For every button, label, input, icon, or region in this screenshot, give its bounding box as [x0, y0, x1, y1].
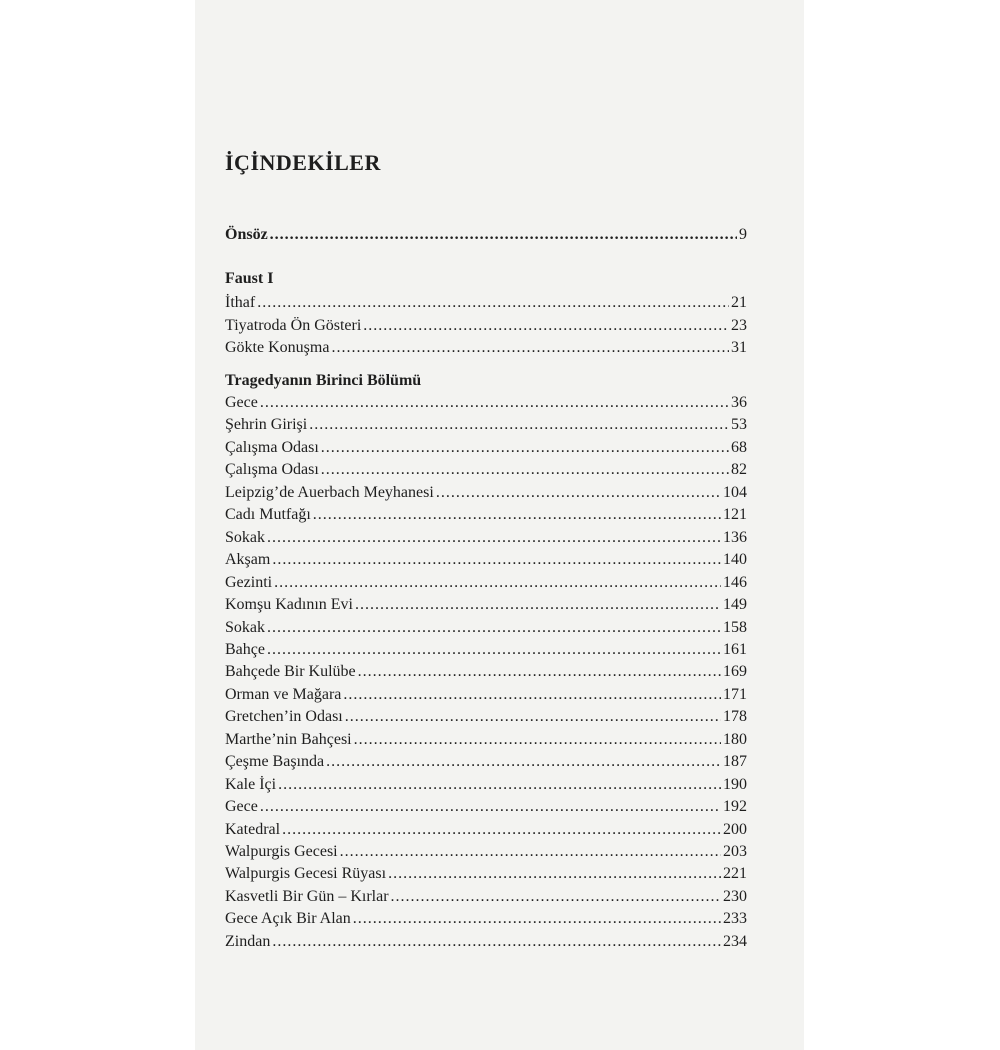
toc-entry-label: Leipzig’de Auerbach Meyhanesi — [225, 483, 434, 501]
toc-entry-label: Walpurgis Gecesi — [225, 843, 338, 860]
toc-entry-page: 180 — [723, 730, 747, 748]
toc-entry-label: Çalışma Odası — [225, 438, 319, 456]
toc-entry — [225, 774, 747, 796]
toc-entry-label: Önsöz — [225, 226, 268, 243]
toc-entry — [225, 706, 747, 728]
toc-entry-label: Şehrin Girişi — [225, 416, 308, 434]
toc-entry-page: 149 — [723, 596, 747, 614]
toc-entry-page: 192 — [723, 798, 747, 816]
leader-dots — [321, 459, 729, 481]
toc-entry-label: Gece Açık Bir Alan — [225, 910, 351, 928]
toc-entry — [225, 482, 747, 504]
leader-dots — [331, 337, 729, 359]
toc-entry — [225, 414, 747, 436]
toc-entry-page: 221 — [723, 865, 747, 883]
leader-dots — [267, 639, 721, 661]
toc-entry — [225, 751, 747, 773]
toc-entry-page: 136 — [723, 528, 747, 546]
toc-entry-page: 178 — [723, 708, 747, 726]
toc-entry — [225, 908, 747, 930]
toc-entry-page: 158 — [723, 618, 747, 636]
toc-entry — [225, 841, 747, 863]
toc-entry-page: 121 — [723, 506, 747, 524]
toc-entry-page: 146 — [723, 573, 747, 591]
toc-entry-label: Kale İçi — [225, 775, 277, 793]
toc-entry-label: Gezinti — [225, 573, 273, 591]
toc-entry-label: Sokak — [225, 618, 265, 636]
toc-entry-label: Walpurgis Gecesi Rüyası — [225, 865, 387, 883]
leader-dots — [267, 527, 721, 549]
toc-entry-page: 203 — [723, 843, 747, 860]
toc-entry-page: 82 — [731, 461, 747, 479]
toc-entry — [225, 572, 747, 594]
toc-entry-label: Bahçede Bir Kulübe — [225, 663, 356, 681]
toc-entry-label: Çalışma Odası — [225, 461, 319, 479]
toc-entry — [225, 661, 747, 683]
toc-entry-label: Gece — [225, 394, 258, 411]
toc-entry-page: 31 — [731, 339, 747, 356]
toc-entry-page: 234 — [723, 932, 747, 950]
leader-dots — [321, 437, 729, 459]
toc-entry-label: Zindan — [225, 932, 271, 950]
toc-entry — [225, 639, 747, 661]
toc-entry-page: 9 — [739, 226, 747, 243]
leader-dots — [355, 594, 721, 616]
leader-dots — [388, 863, 721, 885]
part-title: Faust I — [225, 270, 274, 287]
leader-dots — [274, 572, 721, 594]
toc-entry — [225, 459, 747, 481]
leader-dots — [358, 661, 721, 683]
toc-title: İÇİNDEKİLER — [225, 150, 381, 175]
toc-entry — [225, 819, 747, 841]
leader-dots — [436, 482, 721, 504]
toc-entry — [225, 527, 747, 549]
toc-entry-label: Sokak — [225, 528, 265, 546]
leader-dots — [272, 931, 721, 953]
toc-entry-label: Orman ve Mağara — [225, 685, 342, 703]
toc-entry-label: Gece — [225, 798, 258, 816]
toc-entry — [225, 437, 747, 459]
toc-entry — [225, 863, 747, 885]
toc-entry — [225, 315, 747, 337]
toc-entry-label: Kasvetli Bir Gün – Kırlar — [225, 887, 389, 905]
toc-entry-label: Gökte Konuşma — [225, 339, 330, 356]
toc-entry — [225, 594, 747, 616]
book-page — [195, 0, 804, 1050]
toc-entry-page: 140 — [723, 551, 747, 569]
leader-dots — [270, 224, 737, 246]
section-title: Tragedyanın Birinci Bölümü — [225, 372, 422, 389]
toc-entry — [225, 796, 747, 818]
toc-entry-label: Gretchen’in Odası — [225, 708, 343, 726]
leader-dots — [267, 617, 721, 639]
leader-dots — [354, 729, 721, 751]
leader-dots — [353, 908, 721, 930]
toc-entry-page: 68 — [731, 438, 747, 456]
toc-entry — [225, 617, 747, 639]
toc-entry-page: 233 — [723, 910, 747, 928]
toc-entry — [225, 729, 747, 751]
leader-dots — [260, 796, 721, 818]
toc-entry-label: Tiyatroda Ön Gösteri — [225, 316, 362, 334]
leader-dots — [260, 392, 729, 414]
leader-dots — [278, 774, 721, 796]
toc-entry-page: 23 — [731, 316, 747, 334]
toc-entry-label: Katedral — [225, 820, 281, 838]
toc-entry-page: 190 — [723, 775, 747, 793]
toc-entry-page: 53 — [731, 416, 747, 434]
leader-dots — [282, 819, 721, 841]
leader-dots — [309, 414, 729, 436]
leader-dots — [272, 549, 721, 571]
toc-entry-label: Cadı Mutfağı — [225, 506, 311, 524]
toc-entry — [225, 337, 747, 359]
toc-entry — [225, 392, 747, 414]
toc-entry — [225, 684, 747, 706]
toc-entry-label: Çeşme Başında — [225, 753, 325, 771]
toc-entry-page: 187 — [723, 753, 747, 771]
toc-entry — [225, 504, 747, 526]
leader-dots — [391, 886, 721, 908]
toc-entry-page: 161 — [723, 640, 747, 658]
leader-dots — [313, 504, 721, 526]
toc-entry-page: 104 — [723, 483, 747, 501]
toc-entry-page: 171 — [723, 685, 747, 703]
toc-entry-page: 36 — [731, 394, 747, 411]
toc-entry-label: Marthe’nin Bahçesi — [225, 730, 352, 748]
toc-entry — [225, 931, 747, 953]
toc-entry-page: 200 — [723, 820, 747, 838]
toc-entry — [225, 886, 747, 908]
toc-entry-page: 230 — [723, 887, 747, 905]
leader-dots — [363, 315, 729, 337]
toc-entry-label: Bahçe — [225, 640, 265, 658]
leader-dots — [345, 706, 721, 728]
toc-entry-label: Komşu Kadının Evi — [225, 596, 353, 614]
leader-dots — [340, 841, 721, 863]
toc-entry-label: İthaf — [225, 294, 256, 311]
toc-entry-page: 21 — [731, 294, 747, 311]
toc-entry-label: Akşam — [225, 551, 271, 569]
toc-entry-preface — [225, 224, 747, 246]
leader-dots — [326, 751, 721, 773]
toc-entry-page: 169 — [723, 663, 747, 681]
toc-entry — [225, 549, 747, 571]
toc-entry — [225, 292, 747, 314]
leader-dots — [257, 292, 729, 314]
leader-dots — [343, 684, 721, 706]
